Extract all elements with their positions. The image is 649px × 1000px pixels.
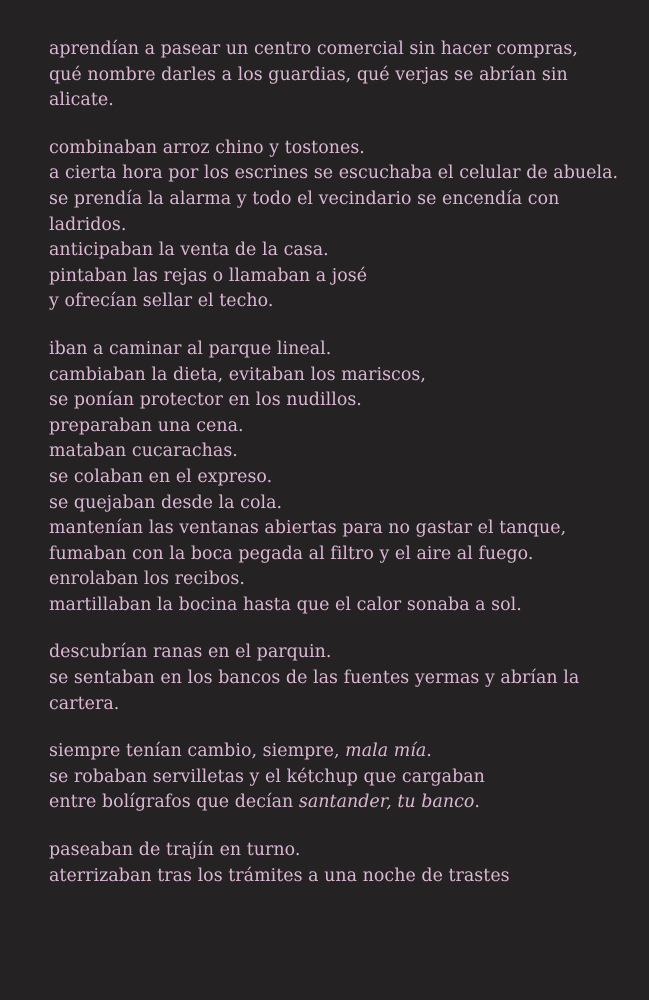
punctuation: . [426, 741, 432, 762]
poem-line: mantenían las ventanas abiertas para no gastar el tanque, [49, 518, 567, 539]
stanza-3 [49, 337, 629, 619]
poem-line: descubrían ranas en el parquin. [49, 642, 332, 663]
poem-line: martillaban la bocina hasta que el calor sonaba a sol. [49, 594, 522, 615]
poem-line: enrolaban los recibos. [49, 569, 245, 590]
italic-phrase: santander, tu banco [298, 792, 475, 813]
stanza-6 [49, 838, 629, 889]
poem-line: se sentaban en los bancos de las fuentes yermas y abrían la [49, 668, 580, 689]
poem-line: y ofrecían sellar el techo. [49, 291, 274, 312]
poem-line-text: entre bolígrafos que decían [49, 792, 294, 813]
poem-line: se ponían protector en los nudillos. [49, 390, 362, 411]
poem-line: combinaban arroz chino y tostones. [49, 137, 365, 158]
poem-line: paseaban de trajín en turno. [49, 840, 301, 861]
poem-line: cambiaban la dieta, evitaban los mariscos, [49, 364, 426, 385]
italic-phrase: mala mía [345, 741, 427, 762]
poem-text [49, 37, 629, 911]
poem-line-text: siempre tenían cambio, siempre, [49, 741, 340, 762]
poem-line: se quejaban desde la cola. [49, 492, 283, 513]
poem-line: fumaban con la boca pegada al filtro y el aire al fuego. [49, 543, 534, 564]
stanza-4 [49, 640, 629, 717]
poem-line: a cierta hora por los escrines se escuchaba el celular de abuela. [49, 163, 619, 184]
poem-line: se prendía la alarma y todo el vecindario se encendía con [49, 188, 560, 209]
poem-line: se robaban servilletas y el kétchup que cargaban [49, 766, 485, 787]
poem-line: cartera. [49, 693, 120, 714]
poem-line: mataban cucarachas. [49, 441, 238, 462]
poem-line: alicate. [49, 90, 114, 111]
poem-line [49, 739, 629, 765]
poem-line: se colaban en el expreso. [49, 466, 273, 487]
stanza-1 [49, 37, 629, 114]
punctuation: . [474, 792, 480, 813]
poem-line: pintaban las rejas o llamaban a josé [49, 265, 368, 286]
poem-line: qué nombre darles a los guardias, qué verjas se abrían sin [49, 64, 568, 85]
poem-line: ladridos. [49, 214, 127, 235]
poem-line: iban a caminar al parque lineal. [49, 338, 332, 359]
stanza-2 [49, 136, 629, 315]
poem-line: aterrizaban tras los trámites a una noche de trastes [49, 865, 510, 886]
poem-line [49, 790, 629, 816]
poem-line: preparaban una cena. [49, 415, 244, 436]
poem-line: anticipaban la venta de la casa. [49, 240, 329, 261]
poem-line: aprendían a pasear un centro comercial sin hacer compras, [49, 39, 578, 59]
stanza-5 [49, 739, 629, 816]
